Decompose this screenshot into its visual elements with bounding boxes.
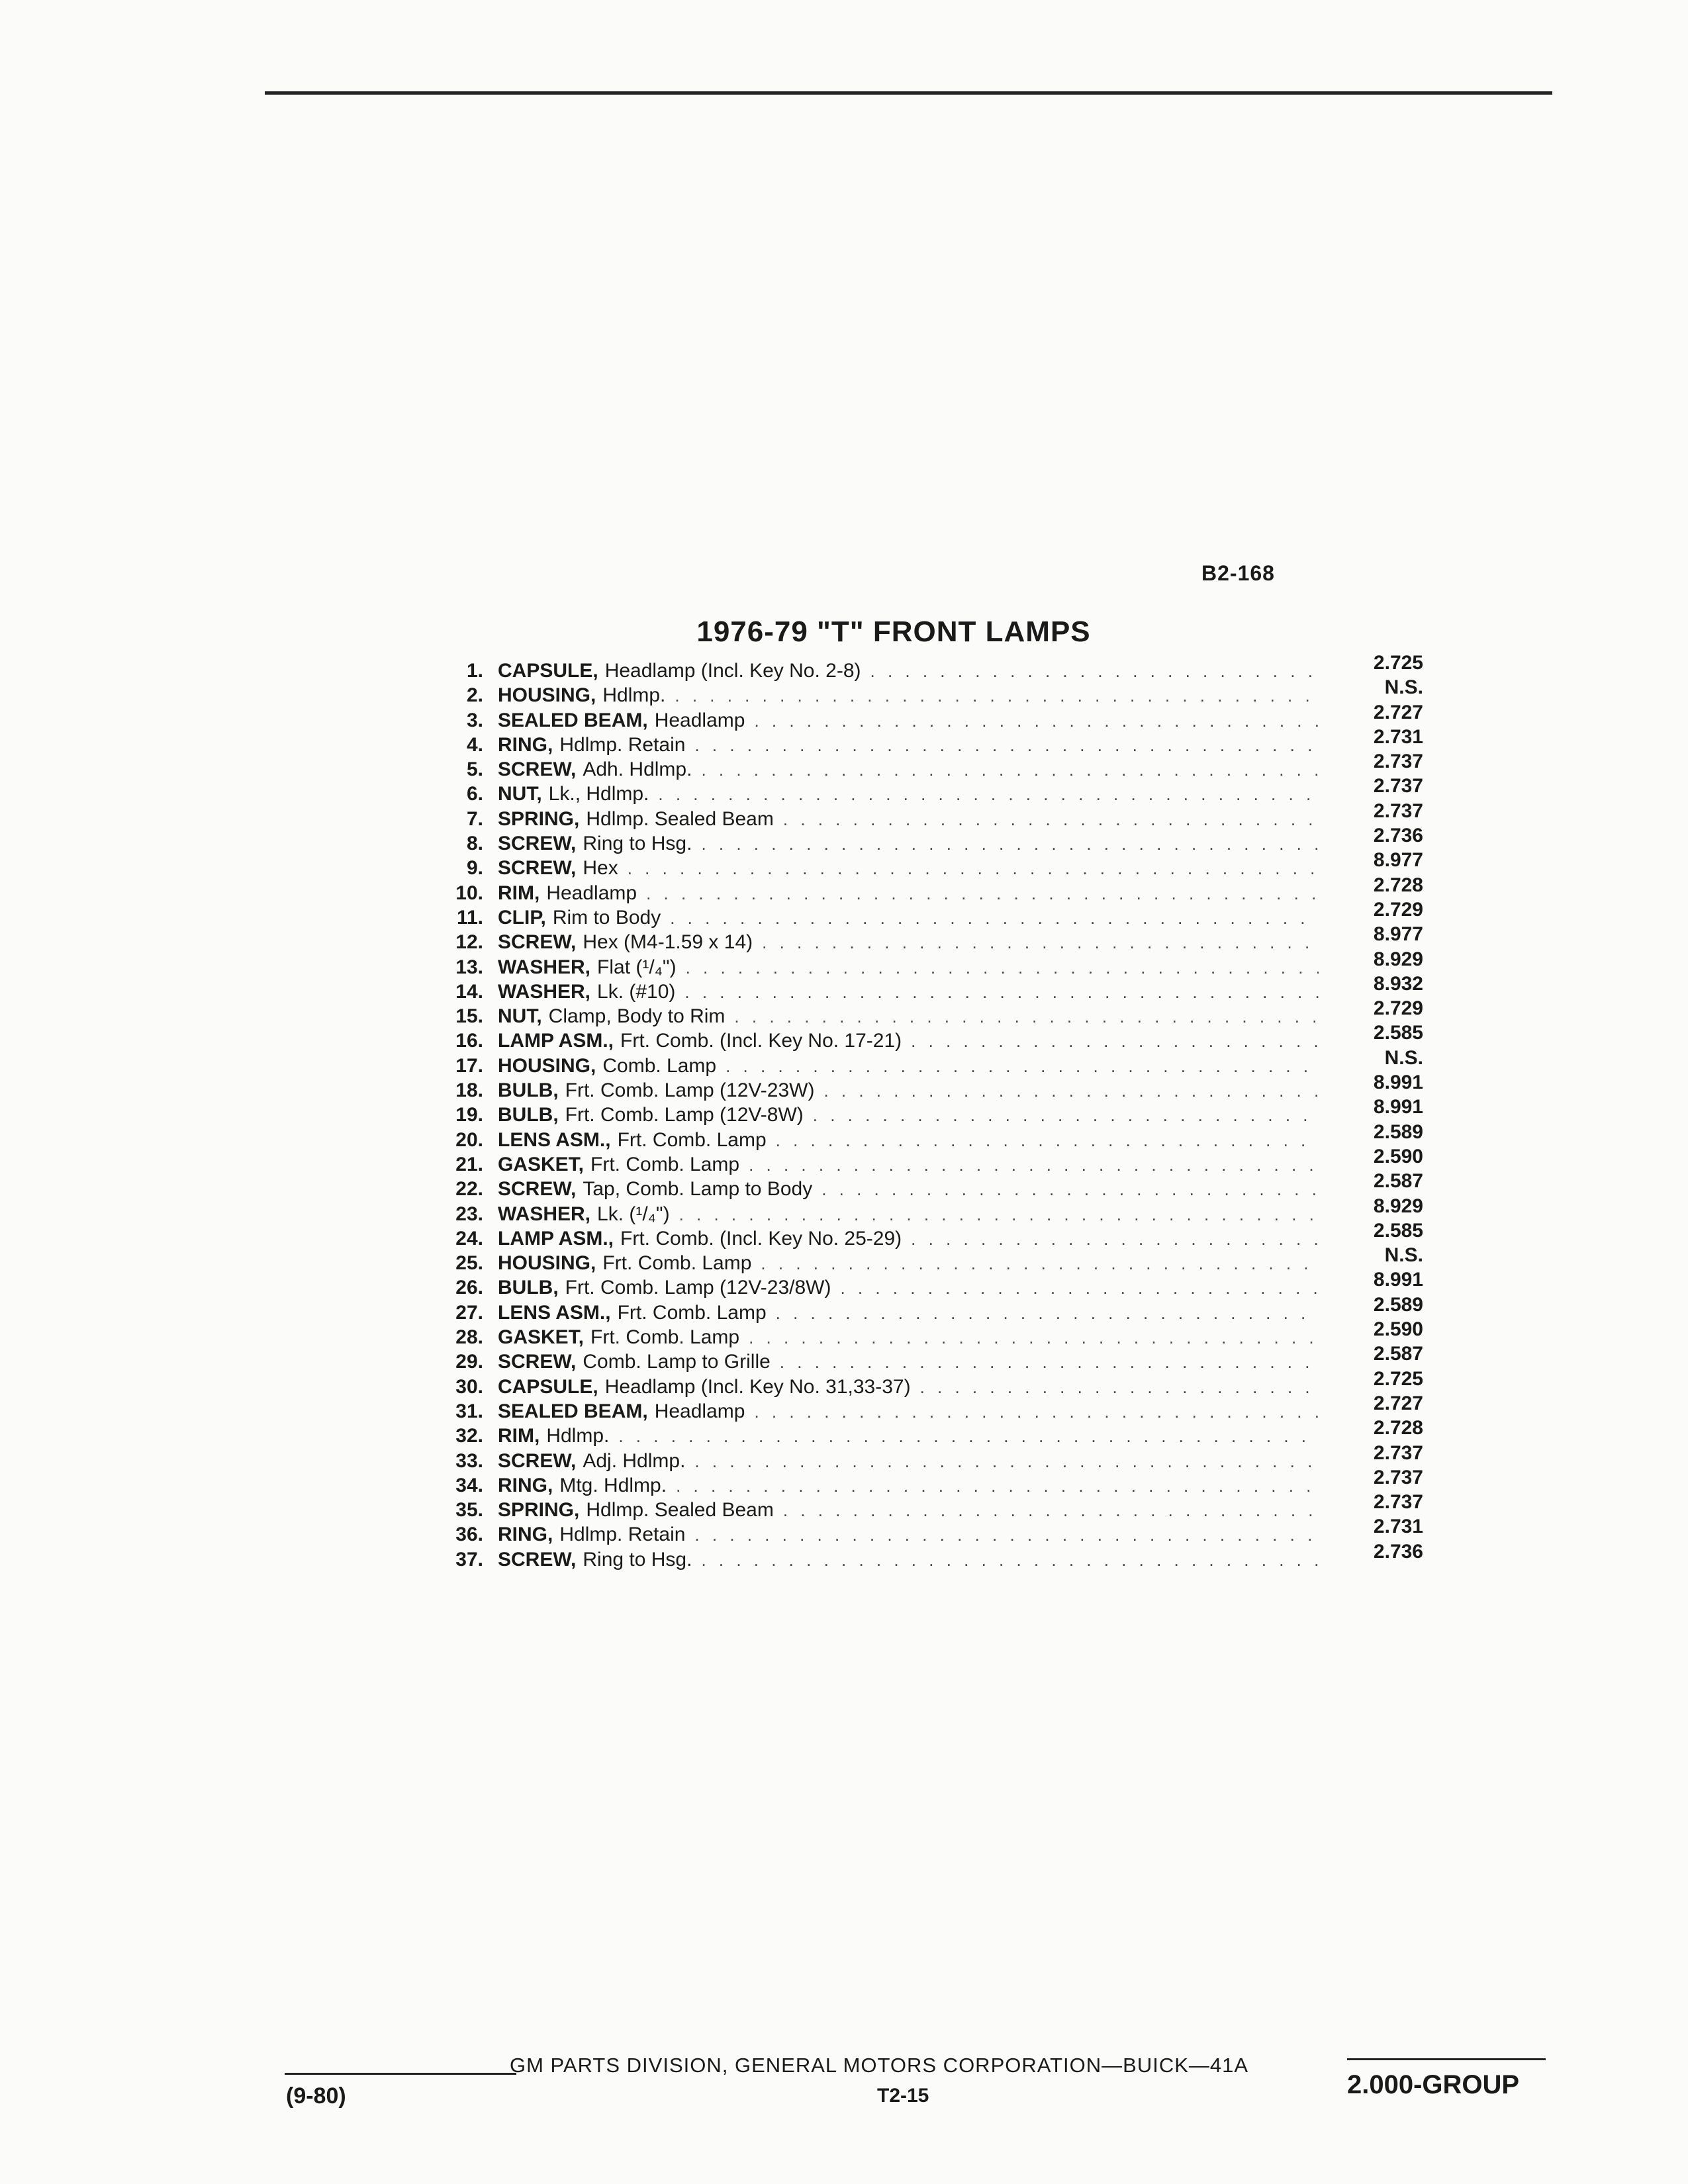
part-description: Frt. Comb. Lamp (12V-8W) [565,1104,804,1126]
leader-dots [749,1326,1319,1350]
part-group-number: 2.589 [1373,1120,1423,1143]
part-name: RING, [498,1524,553,1546]
part-name: SCREW, [498,857,577,880]
part-name: SCREW, [498,1449,577,1472]
part-group-number: 2.737 [1373,751,1423,773]
part-group-number: 8.929 [1373,948,1423,970]
parts-row [410,1516,1423,1547]
part-name: SCREW, [498,758,577,781]
part-key-number: 33. [455,1449,483,1472]
part-description: Frt. Comb. Lamp [590,1326,740,1349]
part-name: RIM, [498,882,540,904]
part-description: Rim to Body [552,906,661,929]
part-description: Headlamp (Incl. Key No. 31,33-37) [604,1375,911,1398]
part-name: BULB, [498,1079,559,1102]
footer-rule-right [1347,2058,1546,2060]
part-description: Frt. Comb. (Incl. Key No. 25-29) [620,1227,902,1250]
part-name: SPRING, [498,1499,580,1522]
part-description: Ring to Hsg. [583,833,692,855]
part-key-number: 28. [455,1326,483,1349]
leader-dots [813,1103,1319,1128]
leader-dots [821,1177,1319,1202]
part-name: LAMP ASM., [498,1227,614,1250]
part-description: Frt. Comb. Lamp (12V-23/8W) [565,1277,831,1299]
parts-row [410,1244,1423,1275]
part-group-number: 2.587 [1373,1170,1423,1193]
part-key-number: 30. [455,1375,483,1398]
parts-row [410,1392,1423,1424]
part-name: BULB, [498,1277,559,1299]
footer-rule-left [285,2073,516,2075]
part-key-number: 4. [466,733,483,756]
leader-dots [911,1029,1319,1054]
part-group-number: 2.729 [1373,997,1423,1020]
leader-dots [911,1227,1319,1251]
part-group-number: 2.737 [1373,799,1423,822]
part-description: Frt. Comb. Lamp [617,1128,767,1151]
part-key-number: 32. [455,1425,483,1447]
part-description: Lk. (¹/₄") [597,1203,670,1225]
leader-dots [870,659,1319,684]
part-key-number: 27. [455,1301,483,1324]
parts-row [410,652,1423,683]
part-group-number: 2.590 [1373,1318,1423,1341]
part-key-number: 15. [455,1005,483,1028]
part-group-number: 2.728 [1373,1417,1423,1439]
part-group-number: 8.991 [1373,1071,1423,1094]
part-group-number: 2.727 [1373,701,1423,723]
part-key-number: 17. [455,1054,483,1077]
part-group-number: 2.737 [1373,1441,1423,1464]
part-description: Mtg. Hdlmp. [559,1474,667,1496]
parts-row [410,1367,1423,1399]
part-key-number: 19. [455,1104,483,1126]
part-group-number: 8.932 [1373,972,1423,995]
part-group-number: 2.587 [1373,1343,1423,1365]
leader-dots [780,1350,1319,1375]
part-group-number: N.S. [1384,676,1423,699]
leader-dots [749,1153,1319,1177]
part-key-number: 12. [455,931,483,954]
part-key-number: 31. [455,1400,483,1422]
part-key-number: 24. [455,1227,483,1250]
part-key-number: 36. [455,1524,483,1546]
leader-dots [754,709,1319,733]
leader-dots [776,1128,1319,1153]
part-description: Adh. Hdlmp. [583,758,692,781]
leader-dots [701,758,1319,782]
footer-date: (9-80) [286,2083,346,2109]
parts-row [410,972,1423,1004]
leader-dots [670,906,1319,931]
parts-row [410,1269,1423,1300]
parts-row [410,1096,1423,1127]
part-key-number: 37. [455,1548,483,1570]
part-name: NUT, [498,783,542,805]
part-key-number: 20. [455,1128,483,1151]
part-key-number: 9. [466,857,483,880]
part-description: Hex (M4-1.59 x 14) [583,931,753,954]
part-description: Headlamp (Incl. Key No. 2-8) [604,660,861,682]
footer-page-number: T2-15 [877,2085,929,2107]
part-name: CLIP, [498,906,546,929]
leader-dots [694,1523,1319,1547]
part-key-number: 29. [455,1351,483,1373]
part-description: Clamp, Body to Rim [548,1005,726,1028]
part-key-number: 13. [455,956,483,978]
part-description: Headlamp [546,882,637,904]
parts-row [410,1466,1423,1498]
part-description: Frt. Comb. Lamp [590,1153,740,1175]
part-group-number: 2.737 [1373,1491,1423,1514]
part-key-number: 6. [466,783,483,805]
part-group-number: 8.991 [1373,1269,1423,1291]
part-name: WASHER, [498,956,591,978]
part-name: BULB, [498,1104,559,1126]
part-description: Hdlmp. Sealed Beam [586,807,774,830]
part-name: RIM, [498,1425,540,1447]
page-title: 1976-79 "T" FRONT LAMPS [696,615,1091,648]
part-key-number: 10. [455,882,483,904]
part-key-number: 7. [466,807,483,830]
leader-dots [628,856,1319,881]
parts-row [410,1120,1423,1152]
part-name: SCREW, [498,1351,577,1373]
parts-row [410,1046,1423,1078]
part-description: Headlamp [654,709,745,731]
part-description: Hdlmp. Retain [559,1524,686,1546]
part-key-number: 26. [455,1277,483,1299]
leader-dots [734,1005,1319,1029]
part-name: LENS ASM., [498,1301,611,1324]
leader-dots [783,807,1319,832]
part-group-number: 2.737 [1373,1466,1423,1488]
leader-dots [761,1251,1319,1276]
part-description: Frt. Comb. Lamp [602,1252,752,1275]
part-description: Ring to Hsg. [583,1548,692,1570]
part-description: Hdlmp. Retain [559,733,686,756]
part-group-number: 2.585 [1373,1022,1423,1044]
parts-row [410,898,1423,930]
parts-row [410,1540,1423,1572]
leader-dots [776,1301,1319,1326]
parts-row [410,948,1423,979]
leader-dots [783,1498,1319,1523]
parts-list [410,652,1423,1572]
part-group-number: 8.977 [1373,923,1423,946]
parts-row [410,1318,1423,1349]
parts-row [410,1071,1423,1103]
part-name: HOUSING, [498,1252,596,1275]
part-group-number: 2.585 [1373,1219,1423,1242]
part-description: Frt. Comb. Lamp [617,1301,767,1324]
leader-dots [676,1474,1319,1498]
part-description: Hdlmp. [602,684,666,707]
part-name: SCREW, [498,1178,577,1201]
part-group-number: 8.929 [1373,1195,1423,1217]
part-group-number: 2.729 [1373,898,1423,921]
part-key-number: 21. [455,1153,483,1175]
parts-row [410,799,1423,831]
leader-dots [679,1203,1319,1227]
part-name: LENS ASM., [498,1128,611,1151]
part-name: SCREW, [498,1548,577,1570]
part-name: RING, [498,733,553,756]
part-key-number: 35. [455,1499,483,1522]
parts-row [410,1491,1423,1522]
part-description: Frt. Comb. (Incl. Key No. 17-21) [620,1030,902,1052]
part-group-number: 2.727 [1373,1392,1423,1414]
part-description: Lk., Hdlmp. [548,783,649,805]
part-group-number: 8.991 [1373,1096,1423,1118]
leader-dots [646,882,1319,906]
parts-row [410,997,1423,1028]
part-name: SPRING, [498,807,580,830]
parts-row [410,1417,1423,1448]
parts-row [410,1441,1423,1473]
part-description: Adj. Hdlmp. [583,1449,686,1472]
part-key-number: 25. [455,1252,483,1275]
parts-row [410,1195,1423,1226]
part-name: GASKET, [498,1326,585,1349]
part-name: CAPSULE, [498,660,598,682]
part-description: Hex [583,857,618,880]
figure-reference: B2-168 [1201,561,1275,585]
part-name: HOUSING, [498,1054,596,1077]
part-name: SCREW, [498,931,577,954]
parts-row [410,849,1423,880]
part-description: Comb. Lamp to Grille [583,1351,771,1373]
leader-dots [823,1079,1319,1103]
part-key-number: 23. [455,1203,483,1225]
part-key-number: 34. [455,1474,483,1496]
part-name: SEALED BEAM, [498,709,648,731]
part-key-number: 18. [455,1079,483,1102]
leader-dots [920,1375,1319,1400]
parts-row [410,1022,1423,1053]
parts-row [410,676,1423,707]
part-key-number: 5. [466,758,483,781]
leader-dots [686,956,1319,980]
part-key-number: 16. [455,1030,483,1052]
footer-group: 2.000-GROUP [1347,2070,1520,2099]
part-description: Frt. Comb. Lamp (12V-23W) [565,1079,815,1102]
part-key-number: 2. [466,684,483,707]
leader-dots [694,733,1319,758]
parts-row [410,751,1423,782]
leader-dots [726,1054,1319,1079]
parts-row [410,1293,1423,1325]
part-name: GASKET, [498,1153,585,1175]
leader-dots [675,684,1319,708]
part-group-number: N.S. [1384,1244,1423,1267]
part-key-number: 1. [466,660,483,682]
parts-row [410,923,1423,954]
part-name: CAPSULE, [498,1375,598,1398]
part-name: LAMP ASM., [498,1030,614,1052]
leader-dots [701,832,1319,856]
part-group-number: 2.725 [1373,652,1423,674]
part-name: NUT, [498,1005,542,1028]
parts-row [410,1343,1423,1374]
part-key-number: 22. [455,1178,483,1201]
parts-row [410,1170,1423,1201]
part-name: HOUSING, [498,684,596,707]
part-description: Lk. (#10) [597,980,676,1003]
leader-dots [694,1449,1319,1474]
part-description: Hdlmp. Sealed Beam [586,1499,774,1522]
part-group-number: 2.736 [1373,1540,1423,1563]
leader-dots [658,782,1319,807]
part-group-number: 8.977 [1373,849,1423,872]
part-group-number: 2.736 [1373,825,1423,847]
part-group-number: 2.731 [1373,1516,1423,1538]
part-name: SCREW, [498,833,577,855]
part-group-number: N.S. [1384,1046,1423,1069]
part-name: RING, [498,1474,553,1496]
part-name: WASHER, [498,980,591,1003]
part-description: Flat (¹/₄") [597,956,677,978]
part-name: WASHER, [498,1203,591,1225]
part-group-number: 2.731 [1373,725,1423,748]
footer-publisher: GM PARTS DIVISION, GENERAL MOTORS CORPORATION—BUICK—41A [510,2054,1249,2077]
part-description: Comb. Lamp [602,1054,717,1077]
part-group-number: 2.737 [1373,775,1423,797]
part-description: Headlamp [654,1400,745,1422]
leader-dots [701,1548,1319,1572]
parts-row [410,701,1423,733]
top-rule [265,91,1552,95]
part-key-number: 8. [466,833,483,855]
part-group-number: 2.725 [1373,1367,1423,1390]
part-group-number: 2.728 [1373,874,1423,896]
parts-row [410,825,1423,856]
leader-dots [762,931,1319,955]
parts-row [410,775,1423,806]
parts-row [410,874,1423,905]
parts-row [410,1145,1423,1177]
leader-dots [754,1400,1319,1424]
part-name: SEALED BEAM, [498,1400,648,1422]
part-key-number: 11. [456,906,483,929]
part-group-number: 2.589 [1373,1293,1423,1316]
part-description: Hdlmp. [546,1425,610,1447]
parts-row [410,725,1423,757]
part-group-number: 2.590 [1373,1145,1423,1167]
parts-row [410,1219,1423,1251]
part-key-number: 14. [455,980,483,1003]
leader-dots [840,1276,1319,1300]
leader-dots [618,1424,1319,1449]
leader-dots [684,980,1319,1005]
part-description: Tap, Comb. Lamp to Body [583,1178,813,1201]
part-key-number: 3. [466,709,483,731]
